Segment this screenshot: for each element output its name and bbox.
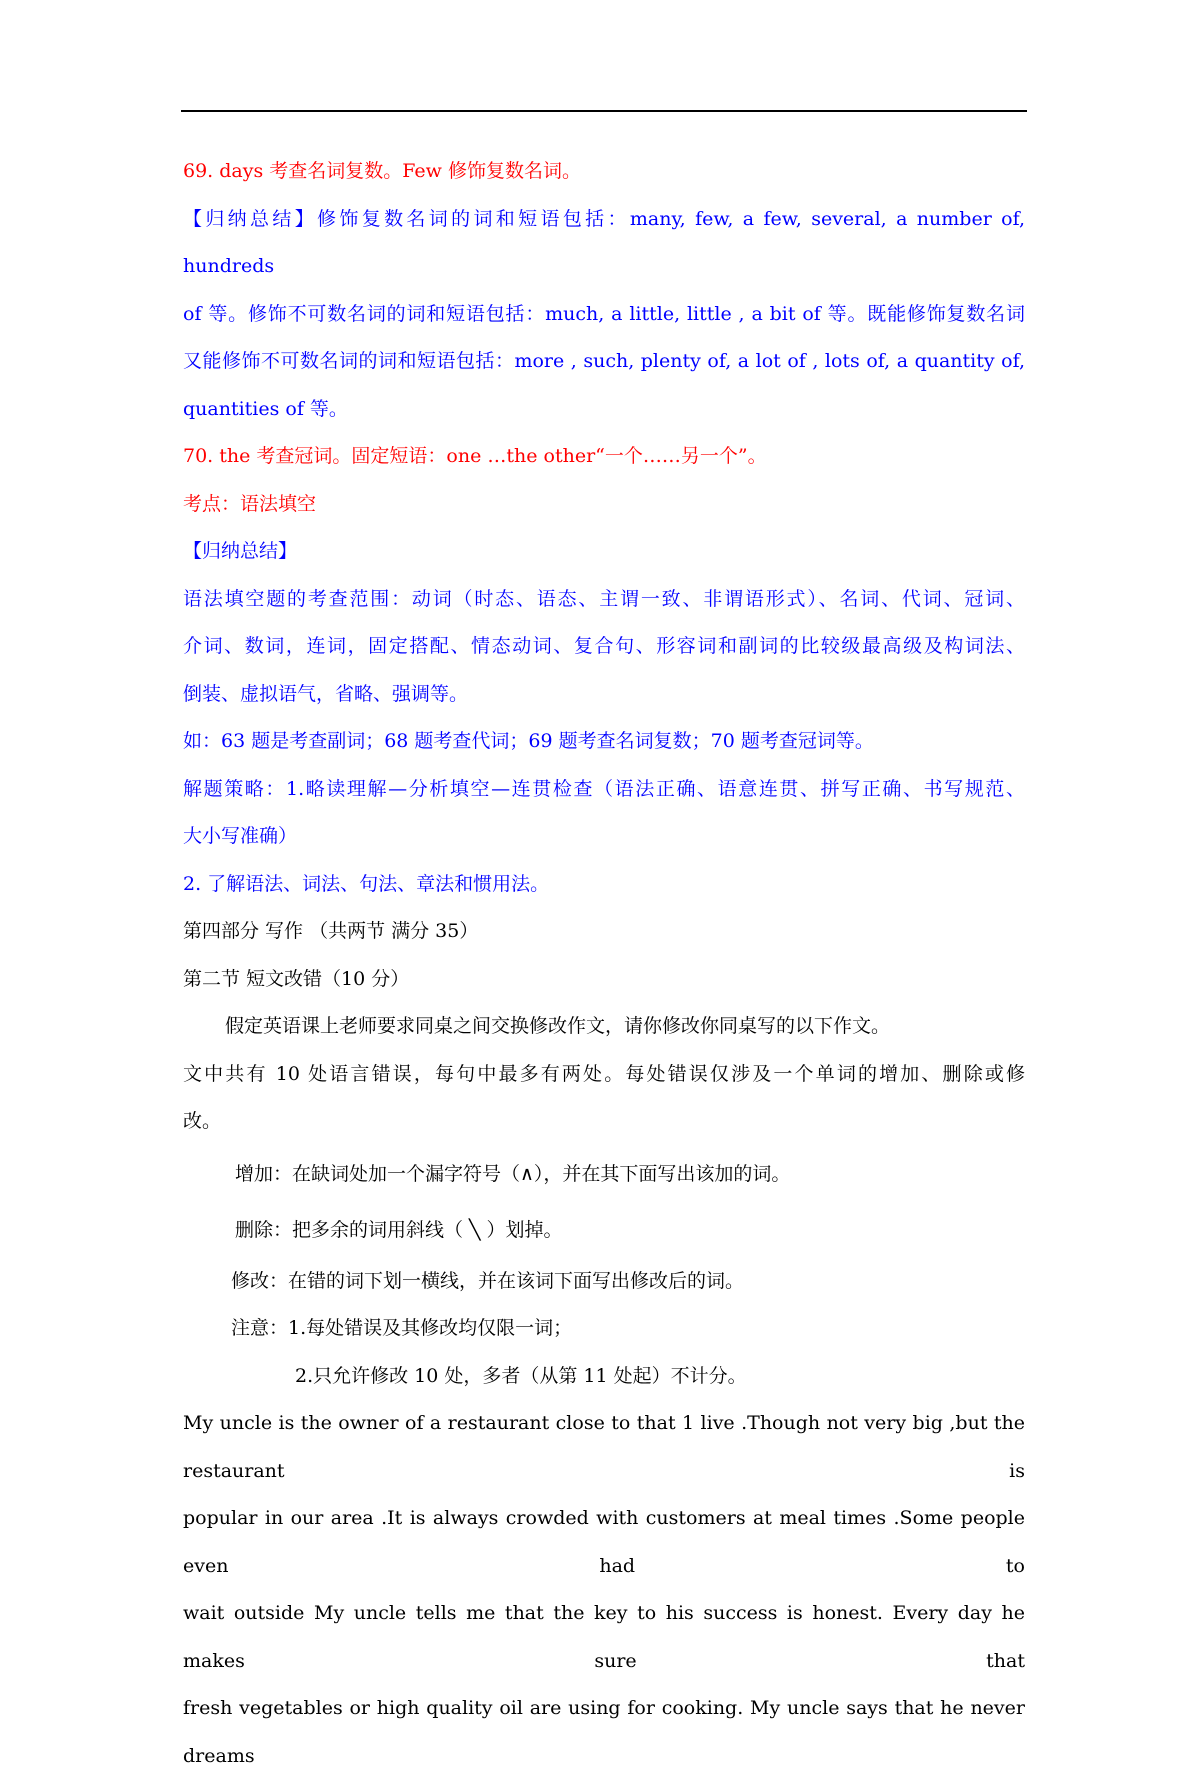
rule-delete: 删除：把多余的词用斜线（ ╲ ）划掉。 <box>235 1218 563 1241</box>
example-line: 如：63 题是考查副词；68 题考查代词；69 题考查名词复数；70 题考查冠词等。 <box>183 730 874 752</box>
answer-69: 69. days 考查名词复数。Few 修饰复数名词。 <box>183 160 581 182</box>
document-body <box>183 148 1025 1780</box>
instruction-line-3: 改。 <box>183 1110 222 1132</box>
summary-line-3: 又能修饰不可数名词的词和短语包括：more , such, plenty of, a lot of , lots of, a quantity of, <box>183 350 1025 372</box>
test-point: 考点：语法填空 <box>183 492 317 515</box>
essay-line-2: popular in our area .It is always crowded with customers at meal times .Some people even had to <box>183 1507 1025 1577</box>
essay-line-4: fresh vegetables or high quality oil are using for cooking. My uncle says that he never dreams <box>183 1697 1025 1767</box>
summary-line-2: of 等。修饰不可数名词的词和短语包括：much, a little, little , a bit of 等。既能修饰复数名词 <box>183 302 1025 325</box>
essay-line-3: wait outside My uncle tells me that the key to his success is honest. Every day he makes sure that <box>183 1602 1025 1672</box>
answer-70: 70. the 考查冠词。固定短语：one …the other“一个……另一个”。 <box>183 445 767 467</box>
note-line-2: 2.只允许修改 10 处，多者（从第 11 处起）不计分。 <box>295 1364 747 1387</box>
instruction-line-1: 假定英语课上老师要求同桌之间交换修改作文，请你修改你同桌写的以下作文。 <box>225 1015 891 1037</box>
strategy-line-3: 2. 了解语法、词法、句法、章法和惯用法。 <box>183 872 550 895</box>
strategy-line-2: 大小写准确） <box>183 825 298 847</box>
summary-line-4: quantities of 等。 <box>183 397 348 420</box>
scope-line-2: 介词、数词，连词，固定搭配、情态动词、复合句、形容词和副词的比较级最高级及构词法、 <box>183 635 1025 657</box>
instruction-line-2: 文中共有 10 处语言错误，每句中最多有两处。每处错误仅涉及一个单词的增加、删除或修 <box>183 1062 1025 1085</box>
summary-line-1: 【归纳总结】修饰复数名词的词和短语包括：many, few, a few, several, a number of, hundreds <box>183 207 1025 277</box>
scope-line-3: 倒装、虚拟语气，省略、强调等。 <box>183 682 469 705</box>
rule-add: 增加：在缺词处加一个漏字符号（∧），并在其下面写出该加的词。 <box>235 1162 791 1185</box>
rule-modify: 修改：在错的词下划一横线，并在该词下面写出修改后的词。 <box>231 1269 745 1292</box>
section-four-title: 第四部分 写作 （共两节 满分 35） <box>183 920 479 942</box>
section-two-title: 第二节 短文改错（10 分） <box>183 967 410 990</box>
scope-line-1: 语法填空题的考查范围：动词（时态、语态、主谓一致、非谓语形式）、名词、代词、冠词、 <box>183 587 1025 610</box>
note-line-1: 注意：1.每处错误及其修改均仅限一词； <box>231 1317 573 1339</box>
summary-heading: 【归纳总结】 <box>183 540 298 562</box>
strategy-line-1: 解题策略：1.略读理解—分析填空—连贯检查（语法正确、语意连贯、拼写正确、书写规范、 <box>183 777 1025 800</box>
header-rule <box>181 110 1027 112</box>
essay-line-1: My uncle is the owner of a restaurant close to that 1 live .Though not very big ,but the restaurant is <box>183 1412 1025 1482</box>
